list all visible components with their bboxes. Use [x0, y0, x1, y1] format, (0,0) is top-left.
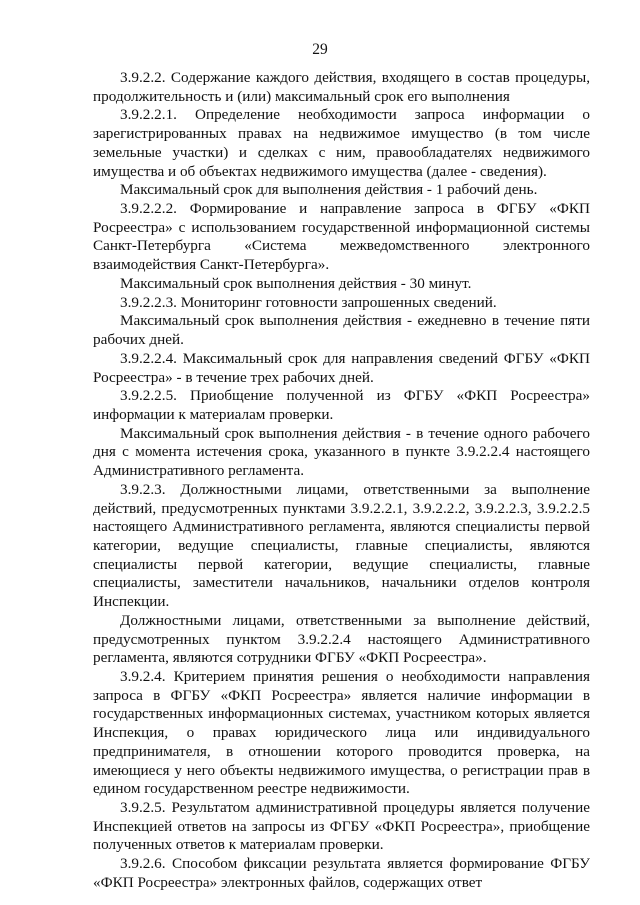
paragraph-deadline-1: Максимальный срок для выполнения действия - 1 рабочий день. — [120, 181, 538, 199]
paragraph-deadline-2: Максимальный срок выполнения действия - 30 минут. — [120, 274, 472, 292]
paragraph-3-9-2-2-5: 3.9.2.2.5. Приобщение полученной из ФГБУ «ФКП Росреестра» информации к материалам проверки. — [93, 387, 590, 423]
document-body — [93, 69, 590, 893]
paragraph-responsible-officials: Должностными лицами, ответственными за выполнение действий, предусмотренных пунктом 3.9.2.2.4 настоящего Административного регламента, являются сотрудники ФГБУ «ФКП Росреестра». — [93, 611, 590, 667]
paragraph-deadline-3: Максимальный срок выполнения действия - ежедневно в течение пяти рабочих дней. — [93, 312, 590, 349]
paragraph-3-9-2-2-3: 3.9.2.2.3. Мониторинг готовности запрошенных сведений. — [120, 293, 497, 311]
paragraph-3-9-2-2-4: 3.9.2.2.4. Максимальный срок для направления сведений ФГБУ «ФКП Росреестра» - в течение трех рабочих дней. — [93, 349, 590, 386]
paragraph-3-9-2-5: 3.9.2.5. Результатом административной процедуры является получение Инспекцией ответов на запросы из ФГБУ «ФКП Росреестра», приобщение полученных ответов к материалам проверки. — [93, 799, 590, 854]
page-number: 29 — [312, 41, 328, 58]
paragraph-3-9-2-3: 3.9.2.3. Должностными лицами, ответственными за выполнение действий, предусмотренных пунктами 3.9.2.2.1, 3.9.2.2.2, 3.9.2.2.3, 3.9.2.2.5 настоящего Административного регламента, являются специалисты первой категории, ведущие специалисты, главные специалисты, являются специалисты первой категории, ведущие специалисты, главные специалисты, заместители начальников, начальники отделов контроля Инспекции. — [93, 480, 590, 611]
paragraph-3-9-2-4: 3.9.2.4. Критерием принятия решения о необходимости направления запроса в ФГБУ «ФКП Росреестра» является наличие информации в государственных информационных системах, участником которых является Инспекция, о правах юридического лица или индивидуального предпринимателя, в отношении которого проводится проверка, на имеющиеся у него объекты недвижимого имущества, о регистрации прав в едином государственном реестре недвижимости. — [93, 668, 590, 798]
paragraph-3-9-2-2-2: 3.9.2.2.2. Формирование и направление запроса в ФГБУ «ФКП Росреестра» с использованием государственной информационной системы Санкт-Петербурга «Система межведомственного электронного взаимодействия Санкт-Петербурга». — [93, 200, 590, 274]
paragraph-3-9-2-2-1: 3.9.2.2.1. Определение необходимости запроса информации о зарегистрированных правах на недвижимое имущество (в том числе земельные участки) и сделках с ним, правообладателях недвижимого имущества и об объектах недвижимого имущества (далее - сведения). — [93, 106, 590, 180]
paragraph-3-9-2-2: 3.9.2.2. Содержание каждого действия, входящего в состав процедуры, продолжительность и (или) максимальный срок его выполнения — [93, 69, 590, 105]
paragraph-3-9-2-6: 3.9.2.6. Способом фиксации результата является формирование ФГБУ «ФКП Росреестра» электронных файлов, содержащих ответ — [93, 855, 590, 891]
paragraph-deadline-4: Максимальный срок выполнения действия - в течение одного рабочего дня с момента истечения срока, указанного в пункте 3.9.2.2.4 настоящего Административного регламента. — [93, 424, 590, 480]
